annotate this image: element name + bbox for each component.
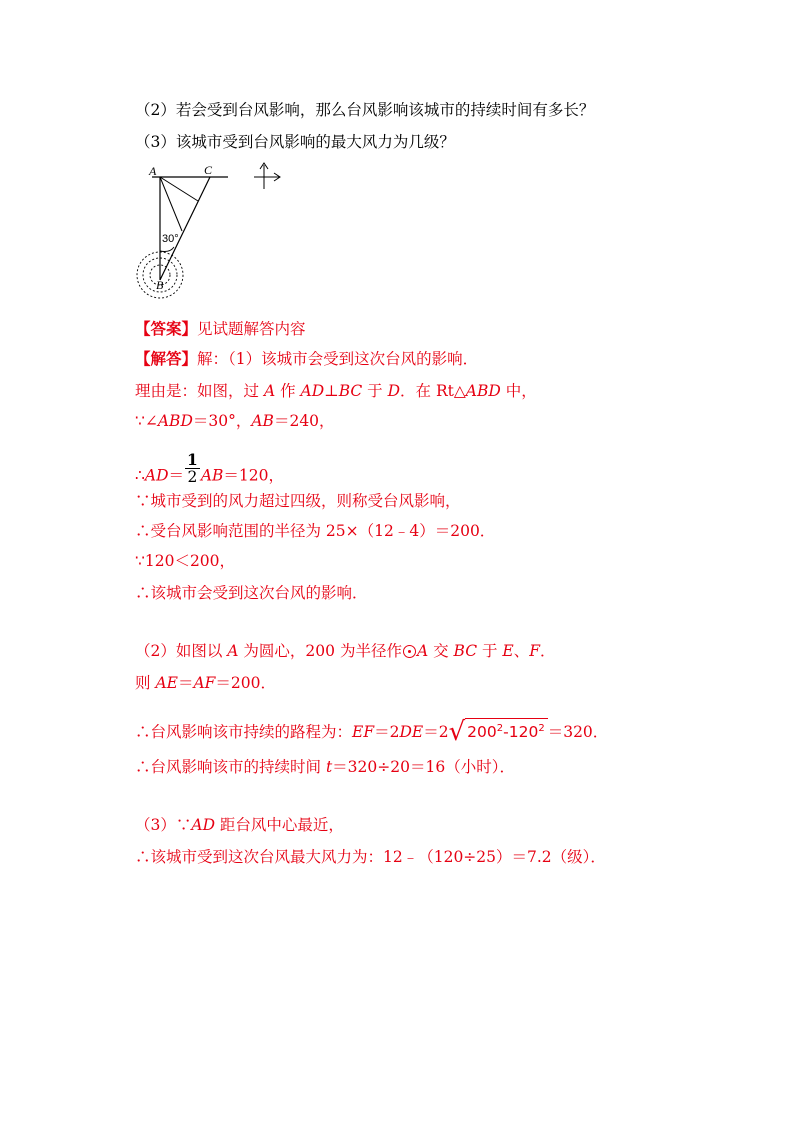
text: ∴台风影响该市的持续时间 — [135, 758, 326, 776]
part2-line-1 — [135, 641, 556, 661]
compass-arrow-icon — [254, 163, 280, 189]
text: （3）∵ — [135, 816, 192, 834]
var: F — [529, 642, 541, 660]
part2-line-4 — [135, 757, 515, 777]
var: E — [502, 642, 514, 660]
fraction-denominator: 2 — [187, 468, 198, 486]
label-c: C — [204, 163, 213, 177]
var: ABD — [157, 412, 193, 430]
var: AD — [144, 466, 169, 485]
solution-intro-line — [135, 349, 478, 369]
text: 200 — [467, 723, 497, 742]
square-root — [448, 717, 548, 748]
var: AD — [300, 382, 325, 400]
var: EF — [352, 723, 375, 742]
part3-line-1 — [135, 815, 344, 835]
text: ＝ — [168, 466, 185, 485]
var: AB — [200, 466, 224, 485]
text: ＝200． — [215, 674, 277, 692]
part3-line-2: ∴该城市受到这次台风最大风力为：12﹣（120÷25）＝7.2（级）． — [135, 848, 606, 866]
text: 交 — [428, 642, 454, 660]
text: ∵∠ — [135, 412, 158, 430]
text: 距台风中心最近， — [215, 816, 344, 834]
answer-line — [135, 319, 306, 339]
text: 、 — [513, 642, 530, 660]
part2-line-3 — [135, 717, 609, 748]
text: ＝320÷20＝16（小时）． — [332, 758, 515, 776]
solution-line-1 — [135, 381, 537, 401]
text: 理由是：如图，过 — [135, 382, 264, 400]
solution-line-5: ∴受台风影响范围的半径为 25×（12﹣4）＝200． — [135, 522, 496, 540]
text: 中， — [500, 382, 537, 400]
text: ． — [540, 642, 556, 660]
circle-dot-icon — [403, 645, 416, 658]
fraction — [185, 452, 200, 485]
text: （2）如图以 — [135, 642, 228, 660]
var: ABD — [465, 382, 501, 400]
text: -120 — [503, 723, 539, 742]
text: ＝30°， — [192, 412, 252, 430]
geometry-figure — [130, 155, 290, 300]
question-2: （2）若会受到台风影响，那么台风影响该城市的持续时间有多长？ — [135, 101, 595, 119]
var: t — [325, 758, 333, 776]
text: ∴ — [135, 466, 145, 485]
text: ＝2 — [374, 723, 400, 742]
radicand — [465, 718, 548, 742]
text: ＝120， — [223, 466, 284, 485]
var: BC — [338, 382, 363, 400]
solution-line-3 — [135, 450, 284, 493]
text: 为圆心，200 为半径作 — [238, 642, 402, 660]
solution-line-7: ∴该城市会受到这次台风的影响． — [135, 584, 368, 602]
solution-label: 【解答】 — [135, 349, 198, 368]
angle-label: 30° — [162, 233, 179, 245]
answer-label: 【答案】 — [135, 319, 198, 338]
text: ⊥ — [324, 382, 339, 400]
var: D — [387, 382, 401, 400]
var: AF — [193, 674, 216, 692]
text: 于 — [362, 382, 388, 400]
var: A — [227, 642, 239, 660]
label-a: A — [149, 164, 157, 178]
solution-line-6: ∵120＜200， — [135, 552, 236, 570]
text: ．在 Rt△ — [400, 382, 466, 400]
fraction-numerator: 1 — [187, 450, 198, 469]
var: AB — [251, 412, 274, 430]
text: 于 — [477, 642, 503, 660]
text: ＝240， — [273, 412, 335, 430]
label-b: B — [156, 278, 164, 292]
text: ∴台风影响该市持续的路程为： — [135, 723, 353, 742]
exponent: 2 — [496, 723, 504, 734]
text: 则 — [135, 674, 156, 692]
text: ＝320． — [547, 723, 609, 742]
part2-line-2 — [135, 673, 276, 693]
text: ＝2 — [423, 723, 449, 742]
solution-line-4: ∵城市受到的风力超过四级，则称受台风影响， — [135, 492, 461, 510]
var: A — [263, 382, 276, 400]
text: ＝ — [177, 674, 194, 692]
radical-sign-icon: √ — [448, 717, 466, 748]
text: 作 — [275, 382, 301, 400]
question-3: （3）该城市受到台风影响的最大风力为几级？ — [135, 133, 455, 151]
answer-text: 见试题解答内容 — [197, 320, 306, 338]
var: AD — [191, 816, 215, 834]
exponent: 2 — [538, 723, 545, 734]
var: A — [416, 642, 429, 660]
var: AE — [155, 674, 178, 692]
solution-intro: 解：（1）该城市会受到这次台风的影响． — [197, 350, 479, 368]
solution-line-2 — [135, 411, 335, 431]
var: BC — [453, 642, 478, 660]
var: DE — [399, 723, 424, 742]
